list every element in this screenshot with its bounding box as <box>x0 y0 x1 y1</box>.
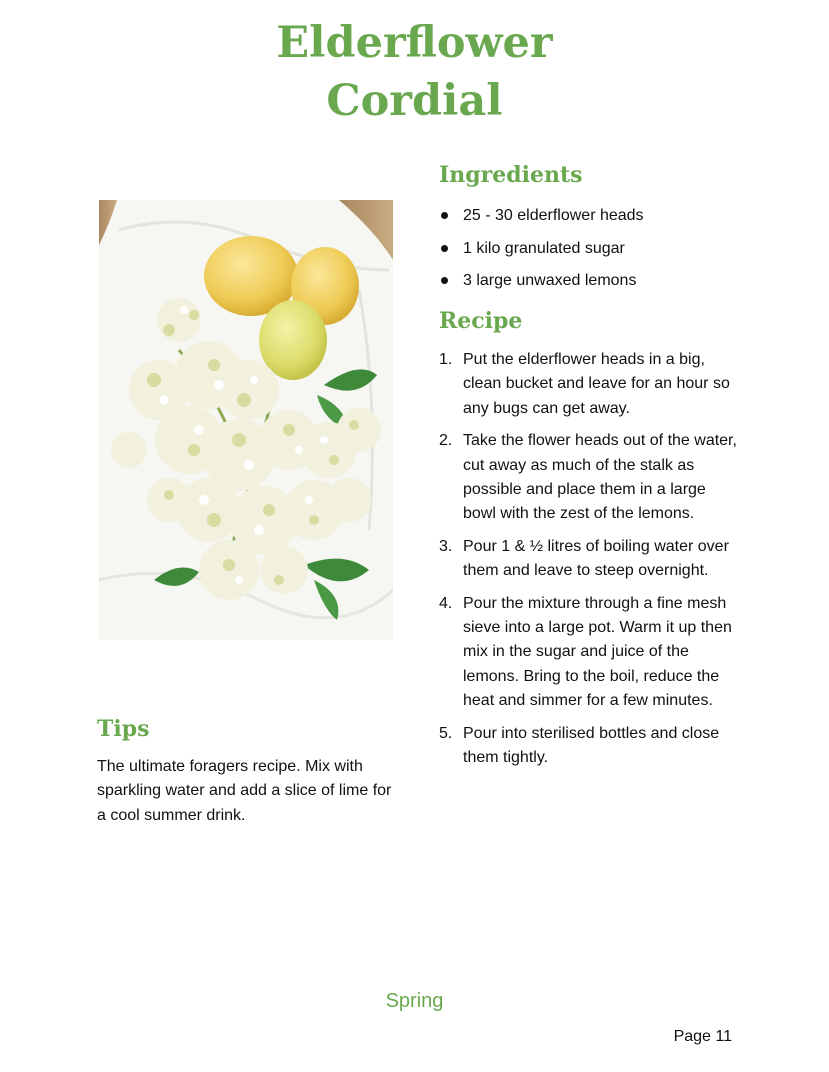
recipe-title-line2: Cordial <box>326 76 503 126</box>
recipe-heading: Recipe <box>439 308 523 334</box>
step-number: 2. <box>439 432 453 450</box>
list-item <box>439 429 739 527</box>
ingredient-text: 25 - 30 elderflower heads <box>463 207 644 224</box>
step-text: Pour into sterilised bottles and close them tightly. <box>463 724 720 767</box>
list-item <box>439 722 739 771</box>
list-item <box>439 592 739 714</box>
list-item <box>439 535 739 584</box>
ingredients-heading: Ingredients <box>439 162 583 188</box>
step-number: 3. <box>439 537 453 555</box>
tips-text: The ultimate foragers recipe. Mix with sparkling water and add a slice of lime for a cool summer drink. <box>97 758 392 824</box>
recipe-title <box>0 14 829 130</box>
ingredients-list <box>439 204 759 302</box>
step-text: Pour the mixture through a fine mesh sieve into a large pot. Warm it up then mix in the sugar and juice of the lemons. Bring to the boil, reduce the heat and simmer for a few minutes. <box>463 594 732 710</box>
list-item <box>439 269 759 302</box>
recipe-title-line1: Elderflower <box>276 18 553 68</box>
list-item <box>439 204 759 237</box>
step-number: 5. <box>439 724 453 742</box>
footer-season: Spring <box>385 990 444 1012</box>
ingredient-text: 1 kilo granulated sugar <box>463 239 625 257</box>
step-text: Take the flower heads out of the water, cut away as much of the stalk as possible and place them in a large bowl with the zest of the lemons. <box>463 432 737 523</box>
recipe-steps <box>439 348 739 779</box>
elderflower-photo <box>99 200 393 640</box>
step-text: Pour 1 & ½ litres of boiling water over them and leave to steep overnight. <box>463 537 729 580</box>
step-number: 4. <box>439 594 453 612</box>
bullet-icon <box>441 245 448 252</box>
list-item <box>439 348 739 421</box>
page-number: Page 11 <box>673 1028 732 1045</box>
tips-heading: Tips <box>97 716 150 742</box>
bullet-icon <box>441 277 448 284</box>
step-number: 1. <box>439 351 453 368</box>
ingredient-text: 3 large unwaxed lemons <box>463 272 637 289</box>
list-item <box>439 237 759 270</box>
bullet-icon <box>441 212 448 219</box>
step-text: Put the elderflower heads in a big, clean bucket and leave for an hour so any bugs can get away. <box>463 351 730 417</box>
